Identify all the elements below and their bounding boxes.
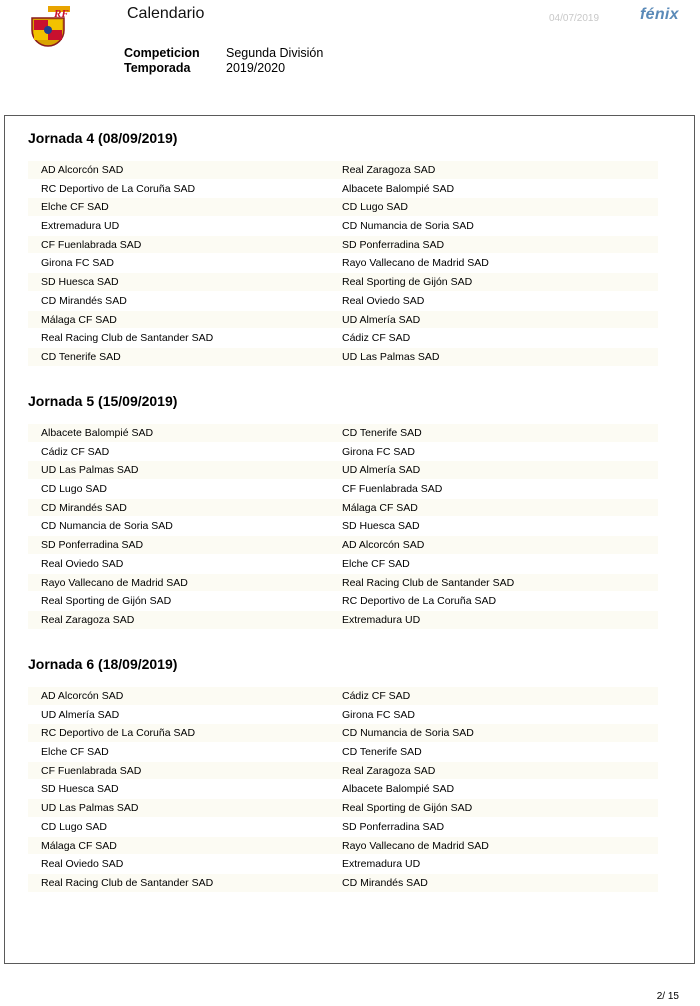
document-title: Calendario [127, 5, 205, 22]
match-row [28, 706, 658, 725]
match-row [28, 555, 658, 574]
home-team: Real Zaragoza SAD [41, 613, 135, 626]
away-team: Elche CF SAD [342, 557, 410, 570]
match-row [28, 348, 658, 367]
jornada-block [28, 392, 658, 630]
home-team: Real Racing Club de Santander SAD [41, 332, 214, 345]
home-team: Málaga CF SAD [41, 313, 117, 326]
away-team: Real Sporting de Gijón SAD [342, 276, 473, 289]
home-team: UD Las Palmas SAD [41, 464, 139, 477]
meta-info [124, 46, 323, 76]
meta-label: Competicion [124, 46, 200, 60]
match-row [28, 424, 658, 443]
home-team: CD Lugo SAD [41, 820, 107, 833]
away-team: CD Mirandés SAD [342, 876, 428, 889]
meta-value: 2019/2020 [226, 61, 286, 75]
match-row [28, 536, 658, 555]
away-team: SD Ponferradina SAD [342, 238, 445, 251]
home-team: RC Deportivo de La Coruña SAD [41, 727, 196, 740]
match-row [28, 236, 658, 255]
match-row [28, 499, 658, 518]
home-team: UD Las Palmas SAD [41, 802, 139, 815]
away-team: CD Lugo SAD [342, 201, 408, 214]
home-team: SD Ponferradina SAD [41, 539, 144, 552]
away-team: Real Sporting de Gijón SAD [342, 802, 473, 815]
match-row [28, 217, 658, 236]
away-team: CF Fuenlabrada SAD [342, 483, 443, 496]
home-team: Elche CF SAD [41, 746, 109, 759]
match-row [28, 799, 658, 818]
home-team: AD Alcorcón SAD [41, 164, 124, 176]
away-team: Cádiz CF SAD [342, 332, 411, 345]
away-team: Girona FC SAD [342, 445, 415, 458]
home-team: Real Oviedo SAD [41, 858, 124, 871]
home-team: SD Huesca SAD [41, 276, 119, 289]
match-row [28, 461, 658, 480]
match-row [28, 724, 658, 743]
home-team: CD Mirandés SAD [41, 294, 127, 307]
home-team: UD Almería SAD [41, 708, 120, 721]
away-team: Girona FC SAD [342, 708, 415, 721]
match-list [28, 161, 658, 367]
home-team: Cádiz CF SAD [41, 445, 110, 458]
away-team: Extremadura UD [342, 613, 421, 626]
match-row [28, 254, 658, 273]
meta-value: Segunda División [226, 46, 324, 60]
home-team: CD Lugo SAD [41, 483, 107, 496]
brand-logo: fénix [640, 6, 679, 23]
meta-row-competition [124, 46, 323, 61]
away-team: UD Almería SAD [342, 464, 421, 477]
away-team: Albacete Balompié SAD [342, 783, 455, 796]
home-team: Elche CF SAD [41, 201, 109, 214]
home-team: Girona FC SAD [41, 257, 114, 270]
away-team: CD Numancia de Soria SAD [342, 727, 474, 740]
match-row [28, 480, 658, 499]
away-team: Extremadura UD [342, 858, 421, 871]
home-team: Albacete Balompié SAD [41, 427, 154, 439]
home-team: Málaga CF SAD [41, 839, 117, 852]
match-row [28, 198, 658, 217]
match-row [28, 161, 658, 180]
match-row [28, 743, 658, 762]
meta-row-season [124, 61, 323, 76]
match-row [28, 329, 658, 348]
meta-label: Temporada [124, 61, 191, 75]
jornada-title: Jornada 5 (15/09/2019) [28, 393, 178, 409]
home-team: CD Mirandés SAD [41, 501, 127, 514]
home-team: CD Tenerife SAD [41, 350, 121, 363]
match-row [28, 818, 658, 837]
home-team: CF Fuenlabrada SAD [41, 238, 142, 251]
away-team: CD Tenerife SAD [342, 427, 422, 439]
home-team: Real Racing Club de Santander SAD [41, 876, 214, 889]
print-date: 04/07/2019 [549, 13, 600, 24]
home-team: Real Oviedo SAD [41, 557, 124, 570]
match-row [28, 180, 658, 199]
away-team: Rayo Vallecano de Madrid SAD [342, 257, 489, 270]
away-team: Cádiz CF SAD [342, 690, 411, 702]
away-team: CD Numancia de Soria SAD [342, 220, 474, 233]
home-team: RC Deportivo de La Coruña SAD [41, 182, 196, 195]
match-row [28, 443, 658, 462]
jornada-title: Jornada 4 (08/09/2019) [28, 130, 178, 146]
match-list [28, 424, 658, 630]
away-team: Real Oviedo SAD [342, 294, 425, 307]
away-team: Albacete Balompié SAD [342, 182, 455, 195]
match-row [28, 762, 658, 781]
away-team: SD Huesca SAD [342, 520, 420, 533]
away-team: UD Almería SAD [342, 313, 421, 326]
away-team: SD Ponferradina SAD [342, 820, 445, 833]
away-team: Real Racing Club de Santander SAD [342, 576, 515, 589]
match-row [28, 874, 658, 893]
home-team: SD Huesca SAD [41, 783, 119, 796]
match-row [28, 687, 658, 706]
match-row [28, 611, 658, 630]
match-row [28, 837, 658, 856]
away-team: Rayo Vallecano de Madrid SAD [342, 839, 489, 852]
match-row [28, 592, 658, 611]
away-team: RC Deportivo de La Coruña SAD [342, 595, 497, 608]
away-team: Real Zaragoza SAD [342, 164, 436, 176]
away-team: Real Zaragoza SAD [342, 764, 436, 777]
away-team: AD Alcorcón SAD [342, 539, 425, 552]
jornada-block [28, 655, 658, 893]
match-row [28, 292, 658, 311]
federation-logo-icon [26, 4, 74, 50]
match-row [28, 273, 658, 292]
jornada-block [28, 129, 658, 367]
home-team: CF Fuenlabrada SAD [41, 764, 142, 777]
match-row [28, 311, 658, 330]
away-team: CD Tenerife SAD [342, 746, 422, 759]
away-team: Málaga CF SAD [342, 501, 418, 514]
home-team: Extremadura UD [41, 220, 120, 233]
home-team: Rayo Vallecano de Madrid SAD [41, 576, 188, 589]
match-row [28, 574, 658, 593]
match-list [28, 687, 658, 893]
away-team: UD Las Palmas SAD [342, 350, 440, 363]
home-team: AD Alcorcón SAD [41, 690, 124, 702]
home-team: Real Sporting de Gijón SAD [41, 595, 172, 608]
page-number: 2/ 15 [656, 991, 679, 1002]
match-row [28, 855, 658, 874]
svg-text:RF: RF [54, 8, 69, 20]
home-team: CD Numancia de Soria SAD [41, 520, 173, 533]
match-row [28, 517, 658, 536]
jornada-title: Jornada 6 (18/09/2019) [28, 656, 178, 672]
calendar-frame [4, 115, 695, 964]
match-row [28, 780, 658, 799]
